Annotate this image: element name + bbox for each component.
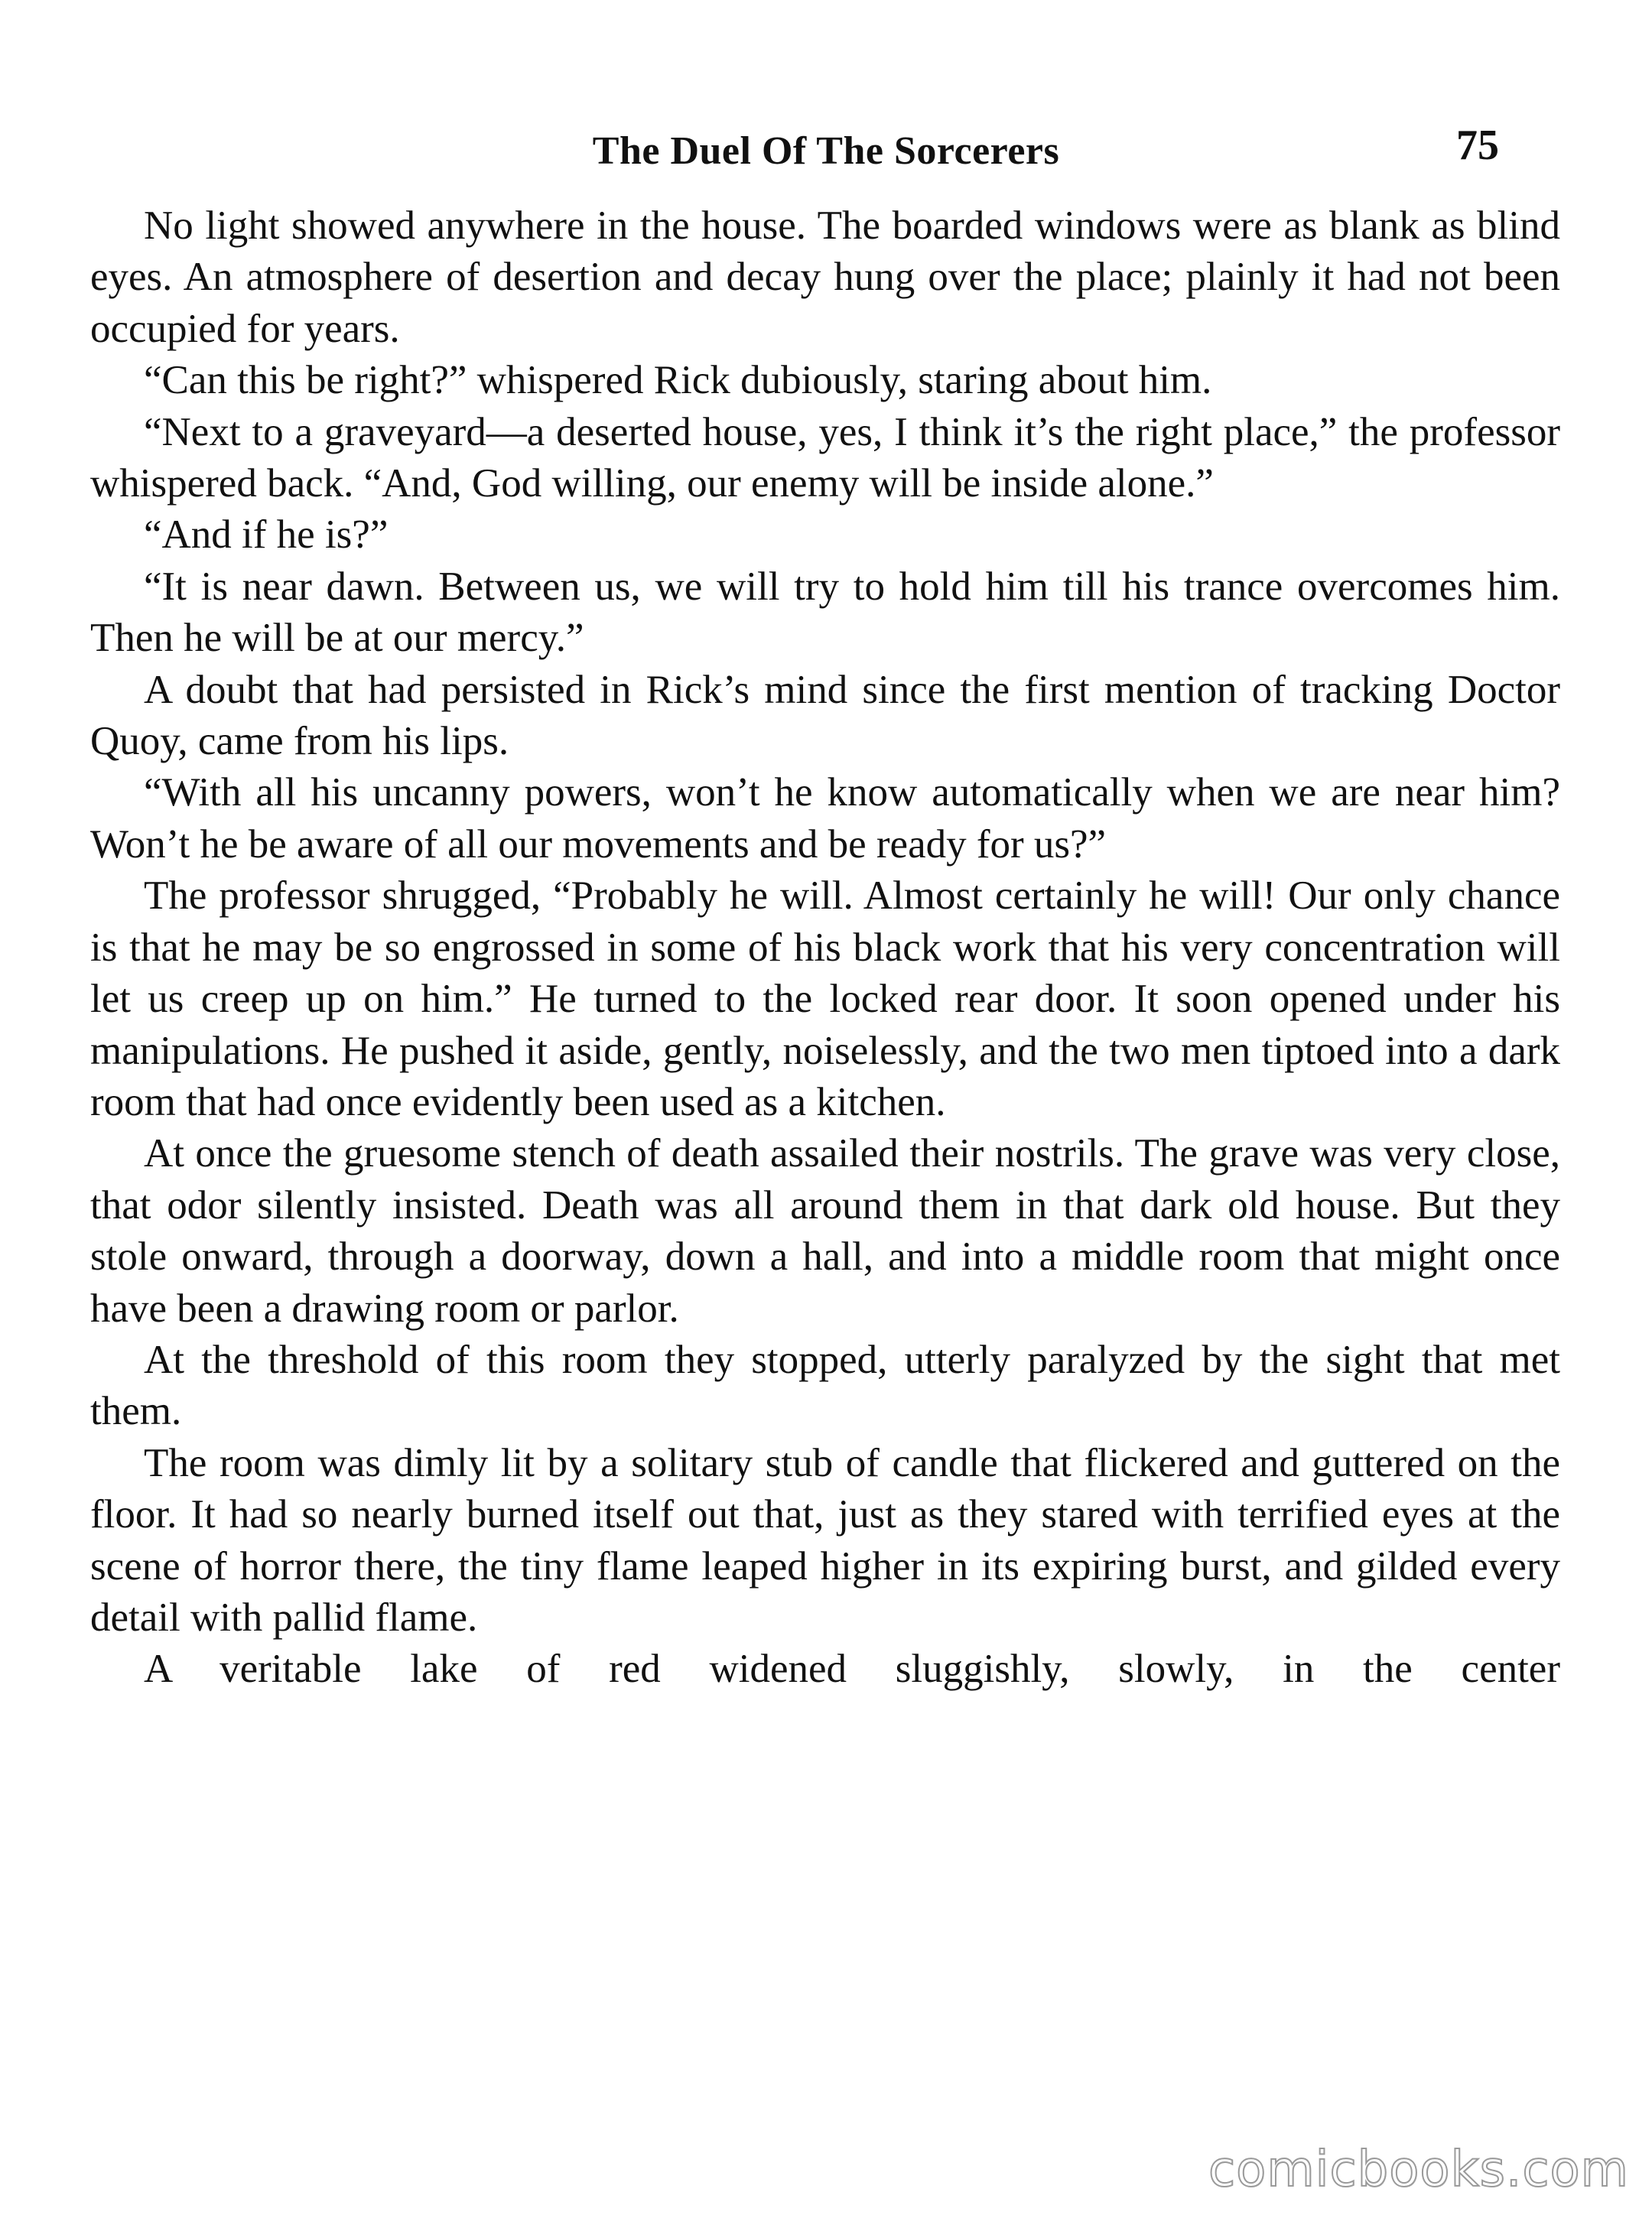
paragraph: The room was dimly lit by a solitary stub of candle that flickered and guttered on the floor. It had so nearly burned itself out that, just as they stared with terrified eyes at the scene of horror there, the tiny flame leaped higher in its expiring burst, and gilded every detail with pallid flame.: [90, 1440, 1560, 1640]
paragraph: “With all his uncanny powers, won’t he know automatically when we are near him? Won’t he be aware of all our movements and be ready for us?”: [90, 770, 1560, 867]
paragraph: At once the gruesome stench of death assailed their nostrils. The grave was very close, that odor silently insisted. Death was all around them in that dark old house. But they stole onward, through a doorway, down a hall, and into a middle room that might once have been a drawing room or parlor.: [90, 1131, 1560, 1331]
chapter-title: The Duel Of The Sorcerers: [592, 129, 1060, 173]
paragraph: “And if he is?”: [144, 512, 389, 558]
paragraph: No light showed anywhere in the house. The boarded windows were as blank as blind eyes. An atmosphere of desertion and decay hung over the place; plainly it had not been occupied for years.: [90, 203, 1560, 351]
paragraph: At the threshold of this room they stopped, utterly paralyzed by the sight that met them.: [90, 1337, 1560, 1434]
paragraph: “It is near dawn. Between us, we will try to hold him till his trance overcomes him. Then he will be at our mercy.”: [90, 564, 1560, 661]
body-text: [90, 200, 1560, 1696]
page-number: 75: [1456, 122, 1499, 169]
running-header: [90, 121, 1562, 182]
paragraph: “Can this be right?” whispered Rick dubiously, staring about him.: [144, 358, 1212, 403]
paragraph: A doubt that had persisted in Rick’s mind since the first mention of tracking Doctor Quoy, came from his lips.: [90, 667, 1560, 764]
paragraph: The professor shrugged, “Probably he will. Almost certainly he will! Our only chance is that he may be so engrossed in some of his black work that his very concentration will let us creep up on him.” He turned to the locked rear door. It soon opened under his manipulations. He pushed it aside, gently, noiselessly, and the two men tiptoed into a dark room that had once evidently been used as a kitchen.: [90, 873, 1560, 1124]
watermark: comicbooks.com: [1208, 2142, 1629, 2198]
paragraph: A veritable lake of red widened sluggishly, slowly, in the center: [144, 1647, 1560, 1692]
paragraph: “Next to a graveyard—a deserted house, yes, I think it’s the right place,” the professor whispered back. “And, God willing, our enemy will be inside alone.”: [90, 409, 1560, 506]
